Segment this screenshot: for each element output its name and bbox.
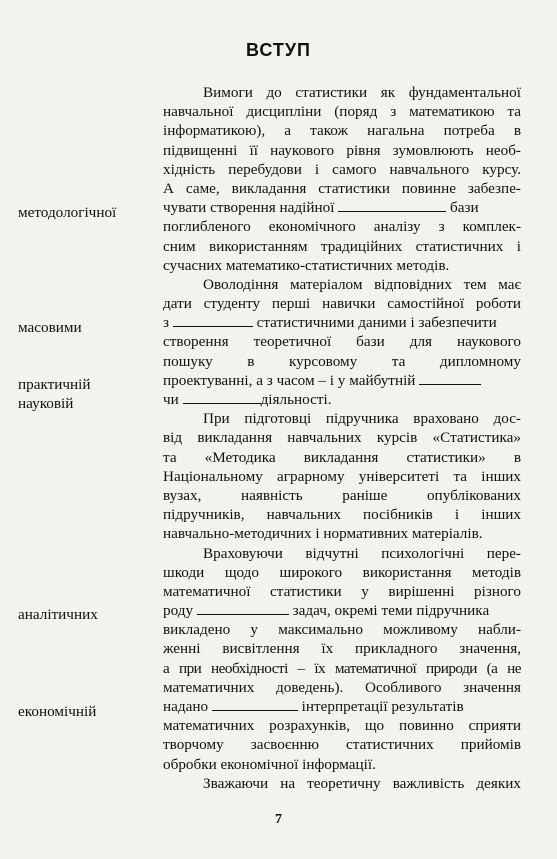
margin-word-economic: економічній	[18, 703, 97, 720]
text-line: підвищенні її наукового рівня зумовлюють необ-	[163, 141, 521, 159]
text-line: сучасних математико-статистичних методів.	[163, 256, 450, 274]
margin-word-scientific: науковій	[18, 395, 74, 412]
text-segment: надано	[163, 698, 209, 715]
page-number: 7	[275, 812, 282, 827]
text-line: математичних доведень). Особливого значення	[163, 678, 521, 696]
fill-in-blank	[183, 391, 261, 404]
text-segment: чи	[163, 391, 179, 408]
text-line: математичних розрахунків, що повинно сприяти	[163, 717, 521, 735]
text-line: навчальної дисципліни (поряд з математикою та	[163, 103, 521, 121]
text-line: інформатикою), а також нагальна потреба в	[163, 122, 521, 140]
text-segment: чувати створення надійної	[163, 199, 335, 217]
text-line: від викладання навчальних курсів «Статистика»	[163, 429, 521, 447]
text-line: поглибленого економічного аналізу з комплек-	[163, 218, 521, 236]
text-line: дати студенту перші навички самостійної роботи	[163, 295, 521, 313]
margin-word-analytical: аналітичних	[18, 606, 98, 623]
text-line: Зважаючи на теоретичну важливість деяких	[203, 774, 521, 792]
text-line: Національному аграрному університеті та інших	[163, 467, 521, 485]
fill-in-blank	[419, 372, 481, 385]
text-line: Оволодіння матеріалом відповідних тем має	[203, 275, 521, 293]
text-line: хідність перебудови і самого навчального курсу.	[163, 160, 521, 178]
text-segment: роду	[163, 602, 194, 620]
text-line: шкоди щодо широкого використання методів	[163, 563, 521, 581]
text-line: А саме, викладання статистики повинне забезпе-	[163, 179, 521, 197]
fill-in-blank	[338, 199, 446, 212]
text-line: сним використанням традиційних статистичних і	[163, 237, 521, 255]
text-line: навчально-методичних і нормативних матеріалів.	[163, 525, 483, 543]
text-line	[163, 313, 521, 332]
text-line	[163, 198, 521, 217]
text-line: пошуку в курсовому та дипломному	[163, 352, 521, 370]
margin-word-mass: масовими	[18, 319, 82, 336]
fill-in-blank	[212, 698, 298, 711]
text-line: Вимоги до статистики як фундаментальної	[203, 84, 521, 101]
margin-word-practical: практичній	[18, 376, 91, 393]
text-line: а при необхідності – їх математичної природи (а не	[163, 659, 521, 677]
text-segment: інтерпретації результатів	[301, 698, 464, 715]
text-line: женні висвітлення їх прикладного значення,	[163, 640, 521, 658]
text-segment: статистичними даними і забезпечити	[256, 314, 497, 332]
text-line	[163, 601, 521, 620]
text-segment: діяльності.	[260, 391, 332, 408]
margin-word-methodological: методологічної	[18, 204, 117, 221]
text-segment: з	[163, 314, 169, 332]
text-line	[163, 371, 521, 390]
text-line: обробки економічної інформації.	[163, 755, 376, 773]
text-line: творчому засвоєнню статистичних прийомів	[163, 736, 521, 754]
text-line	[163, 697, 521, 716]
text-segment: задач, окремі теми підручника	[292, 602, 490, 620]
text-line: та «Методика викладання статистики» в	[163, 448, 521, 466]
text-line: При підготовці підручника враховано дос-	[203, 410, 521, 428]
fill-in-blank	[173, 314, 253, 327]
text-segment: бази	[450, 199, 479, 217]
text-line: підручників, навчальних посібників і інших	[163, 506, 521, 524]
text-line: математичної статистики у вирішенні різного	[163, 582, 521, 600]
text-segment: проектуванні, а з часом – і у майбутній	[163, 371, 416, 389]
body-text	[163, 83, 521, 793]
text-line: створення теоретичної бази для наукового	[163, 333, 521, 351]
text-line: вузах, наявність раніше опублікованих	[163, 486, 521, 504]
fill-in-blank	[197, 602, 289, 615]
page-title: ВСТУП	[246, 40, 311, 60]
text-line	[163, 390, 521, 409]
text-line: Враховуючи відчутні психологічні пере-	[203, 544, 521, 562]
text-line: викладено у максимально можливому набли-	[163, 621, 521, 639]
